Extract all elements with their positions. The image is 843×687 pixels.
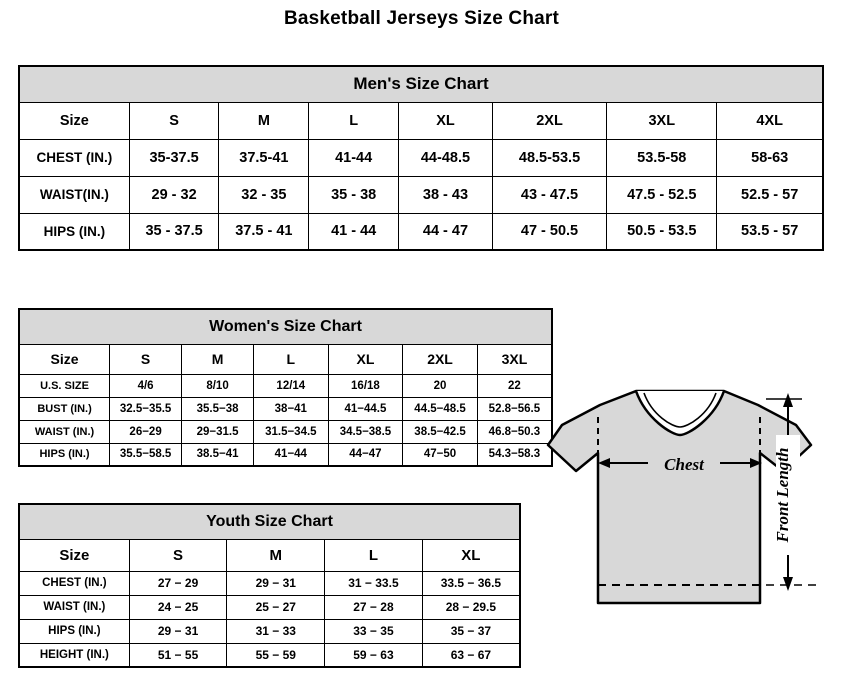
column-header: M <box>227 539 325 571</box>
table-cell: 48.5-53.5 <box>492 139 606 176</box>
column-header: Size <box>19 539 129 571</box>
womens-caption: Women's Size Chart <box>19 309 552 344</box>
table-row <box>19 139 823 176</box>
youth-size-chart <box>18 503 521 668</box>
table-cell: 47.5 - 52.5 <box>607 176 717 213</box>
table-cell: 25 − 27 <box>227 595 325 619</box>
column-header: L <box>309 102 399 139</box>
page-title: Basketball Jerseys Size Chart <box>283 8 560 29</box>
jersey-measurement-diagram <box>540 353 840 678</box>
table-cell: 38.5−41 <box>182 443 254 466</box>
column-header: S <box>110 344 182 374</box>
table-header-row <box>19 539 520 571</box>
table-caption-row <box>19 309 552 344</box>
youth-size-table <box>18 503 521 668</box>
table-cell: 16/18 <box>328 374 403 397</box>
table-header-row <box>19 344 552 374</box>
table-cell: 63 − 67 <box>422 643 520 667</box>
table-cell: 35.5−58.5 <box>110 443 182 466</box>
table-row <box>19 619 520 643</box>
table-cell: 32.5−35.5 <box>110 397 182 420</box>
table-cell: 29 − 31 <box>227 571 325 595</box>
row-label: WAIST(IN.) <box>19 176 129 213</box>
column-header: 3XL <box>607 102 717 139</box>
table-cell: 55 − 59 <box>227 643 325 667</box>
table-row <box>19 374 552 397</box>
table-cell: 44-48.5 <box>399 139 493 176</box>
column-header: Size <box>19 344 110 374</box>
table-cell: 59 − 63 <box>325 643 423 667</box>
table-cell: 51 − 55 <box>129 643 227 667</box>
table-cell: 43 - 47.5 <box>492 176 606 213</box>
table-row <box>19 420 552 443</box>
womens-size-chart <box>18 308 553 467</box>
row-label: WAIST (IN.) <box>19 595 129 619</box>
table-cell: 34.5−38.5 <box>328 420 403 443</box>
table-cell: 41−44 <box>254 443 329 466</box>
table-cell: 8/10 <box>182 374 254 397</box>
table-cell: 31.5−34.5 <box>254 420 329 443</box>
table-header-row <box>19 102 823 139</box>
table-cell: 27 − 28 <box>325 595 423 619</box>
table-cell: 33.5 − 36.5 <box>422 571 520 595</box>
table-cell: 50.5 - 53.5 <box>607 213 717 250</box>
column-header: 2XL <box>403 344 478 374</box>
table-cell: 20 <box>403 374 478 397</box>
row-label: BUST (IN.) <box>19 397 110 420</box>
column-header: S <box>129 539 227 571</box>
table-cell: 37.5 - 41 <box>219 213 309 250</box>
row-label: HIPS (IN.) <box>19 619 129 643</box>
row-label: HIPS (IN.) <box>19 213 129 250</box>
table-cell: 26−29 <box>110 420 182 443</box>
column-header: XL <box>399 102 493 139</box>
table-cell: 29 - 32 <box>129 176 219 213</box>
column-header: S <box>129 102 219 139</box>
table-cell: 24 − 25 <box>129 595 227 619</box>
table-cell: 47 - 50.5 <box>492 213 606 250</box>
table-cell: 35 - 37.5 <box>129 213 219 250</box>
column-header: 3XL <box>477 344 552 374</box>
womens-size-table <box>18 308 553 467</box>
table-cell: 4/6 <box>110 374 182 397</box>
table-cell: 31 − 33.5 <box>325 571 423 595</box>
table-cell: 35 − 37 <box>422 619 520 643</box>
table-cell: 28 − 29.5 <box>422 595 520 619</box>
column-header: L <box>254 344 329 374</box>
column-header: Size <box>19 102 129 139</box>
table-cell: 38.5−42.5 <box>403 420 478 443</box>
jersey-outline <box>548 391 811 603</box>
table-row <box>19 595 520 619</box>
table-cell: 53.5 - 57 <box>717 213 823 250</box>
column-header: M <box>219 102 309 139</box>
row-label: HIPS (IN.) <box>19 443 110 466</box>
table-row <box>19 213 823 250</box>
table-cell: 31 − 33 <box>227 619 325 643</box>
table-row <box>19 397 552 420</box>
table-caption-row <box>19 66 823 102</box>
table-cell: 32 - 35 <box>219 176 309 213</box>
column-header: L <box>325 539 423 571</box>
table-cell: 12/14 <box>254 374 329 397</box>
row-label: U.S. SIZE <box>19 374 110 397</box>
column-header: 2XL <box>492 102 606 139</box>
table-cell: 33 − 35 <box>325 619 423 643</box>
table-row <box>19 571 520 595</box>
table-cell: 38 - 43 <box>399 176 493 213</box>
youth-caption: Youth Size Chart <box>19 504 520 539</box>
table-cell: 38−41 <box>254 397 329 420</box>
table-cell: 53.5-58 <box>607 139 717 176</box>
row-label: CHEST (IN.) <box>19 139 129 176</box>
column-header: 4XL <box>717 102 823 139</box>
table-cell: 29−31.5 <box>182 420 254 443</box>
table-cell: 52.8−56.5 <box>477 397 552 420</box>
table-row <box>19 176 823 213</box>
table-cell: 37.5-41 <box>219 139 309 176</box>
table-cell: 52.5 - 57 <box>717 176 823 213</box>
column-header: M <box>182 344 254 374</box>
column-header: XL <box>422 539 520 571</box>
chest-label: Chest <box>664 455 704 474</box>
table-cell: 41-44 <box>309 139 399 176</box>
table-cell: 47−50 <box>403 443 478 466</box>
table-caption-row <box>19 504 520 539</box>
table-cell: 54.3−58.3 <box>477 443 552 466</box>
table-cell: 58-63 <box>717 139 823 176</box>
table-row <box>19 643 520 667</box>
table-cell: 35-37.5 <box>129 139 219 176</box>
table-cell: 29 − 31 <box>129 619 227 643</box>
table-cell: 35.5−38 <box>182 397 254 420</box>
table-row <box>19 443 552 466</box>
mens-size-chart <box>18 65 824 251</box>
table-cell: 44.5−48.5 <box>403 397 478 420</box>
table-cell: 44 - 47 <box>399 213 493 250</box>
row-label: WAIST (IN.) <box>19 420 110 443</box>
mens-size-table <box>18 65 824 251</box>
row-label: HEIGHT (IN.) <box>19 643 129 667</box>
table-cell: 44−47 <box>328 443 403 466</box>
column-header: XL <box>328 344 403 374</box>
mens-caption: Men's Size Chart <box>19 66 823 102</box>
table-cell: 46.8−50.3 <box>477 420 552 443</box>
table-cell: 41 - 44 <box>309 213 399 250</box>
table-cell: 22 <box>477 374 552 397</box>
front-length-label: Front Length <box>773 447 792 543</box>
row-label: CHEST (IN.) <box>19 571 129 595</box>
table-cell: 35 - 38 <box>309 176 399 213</box>
table-cell: 41−44.5 <box>328 397 403 420</box>
table-cell: 27 − 29 <box>129 571 227 595</box>
